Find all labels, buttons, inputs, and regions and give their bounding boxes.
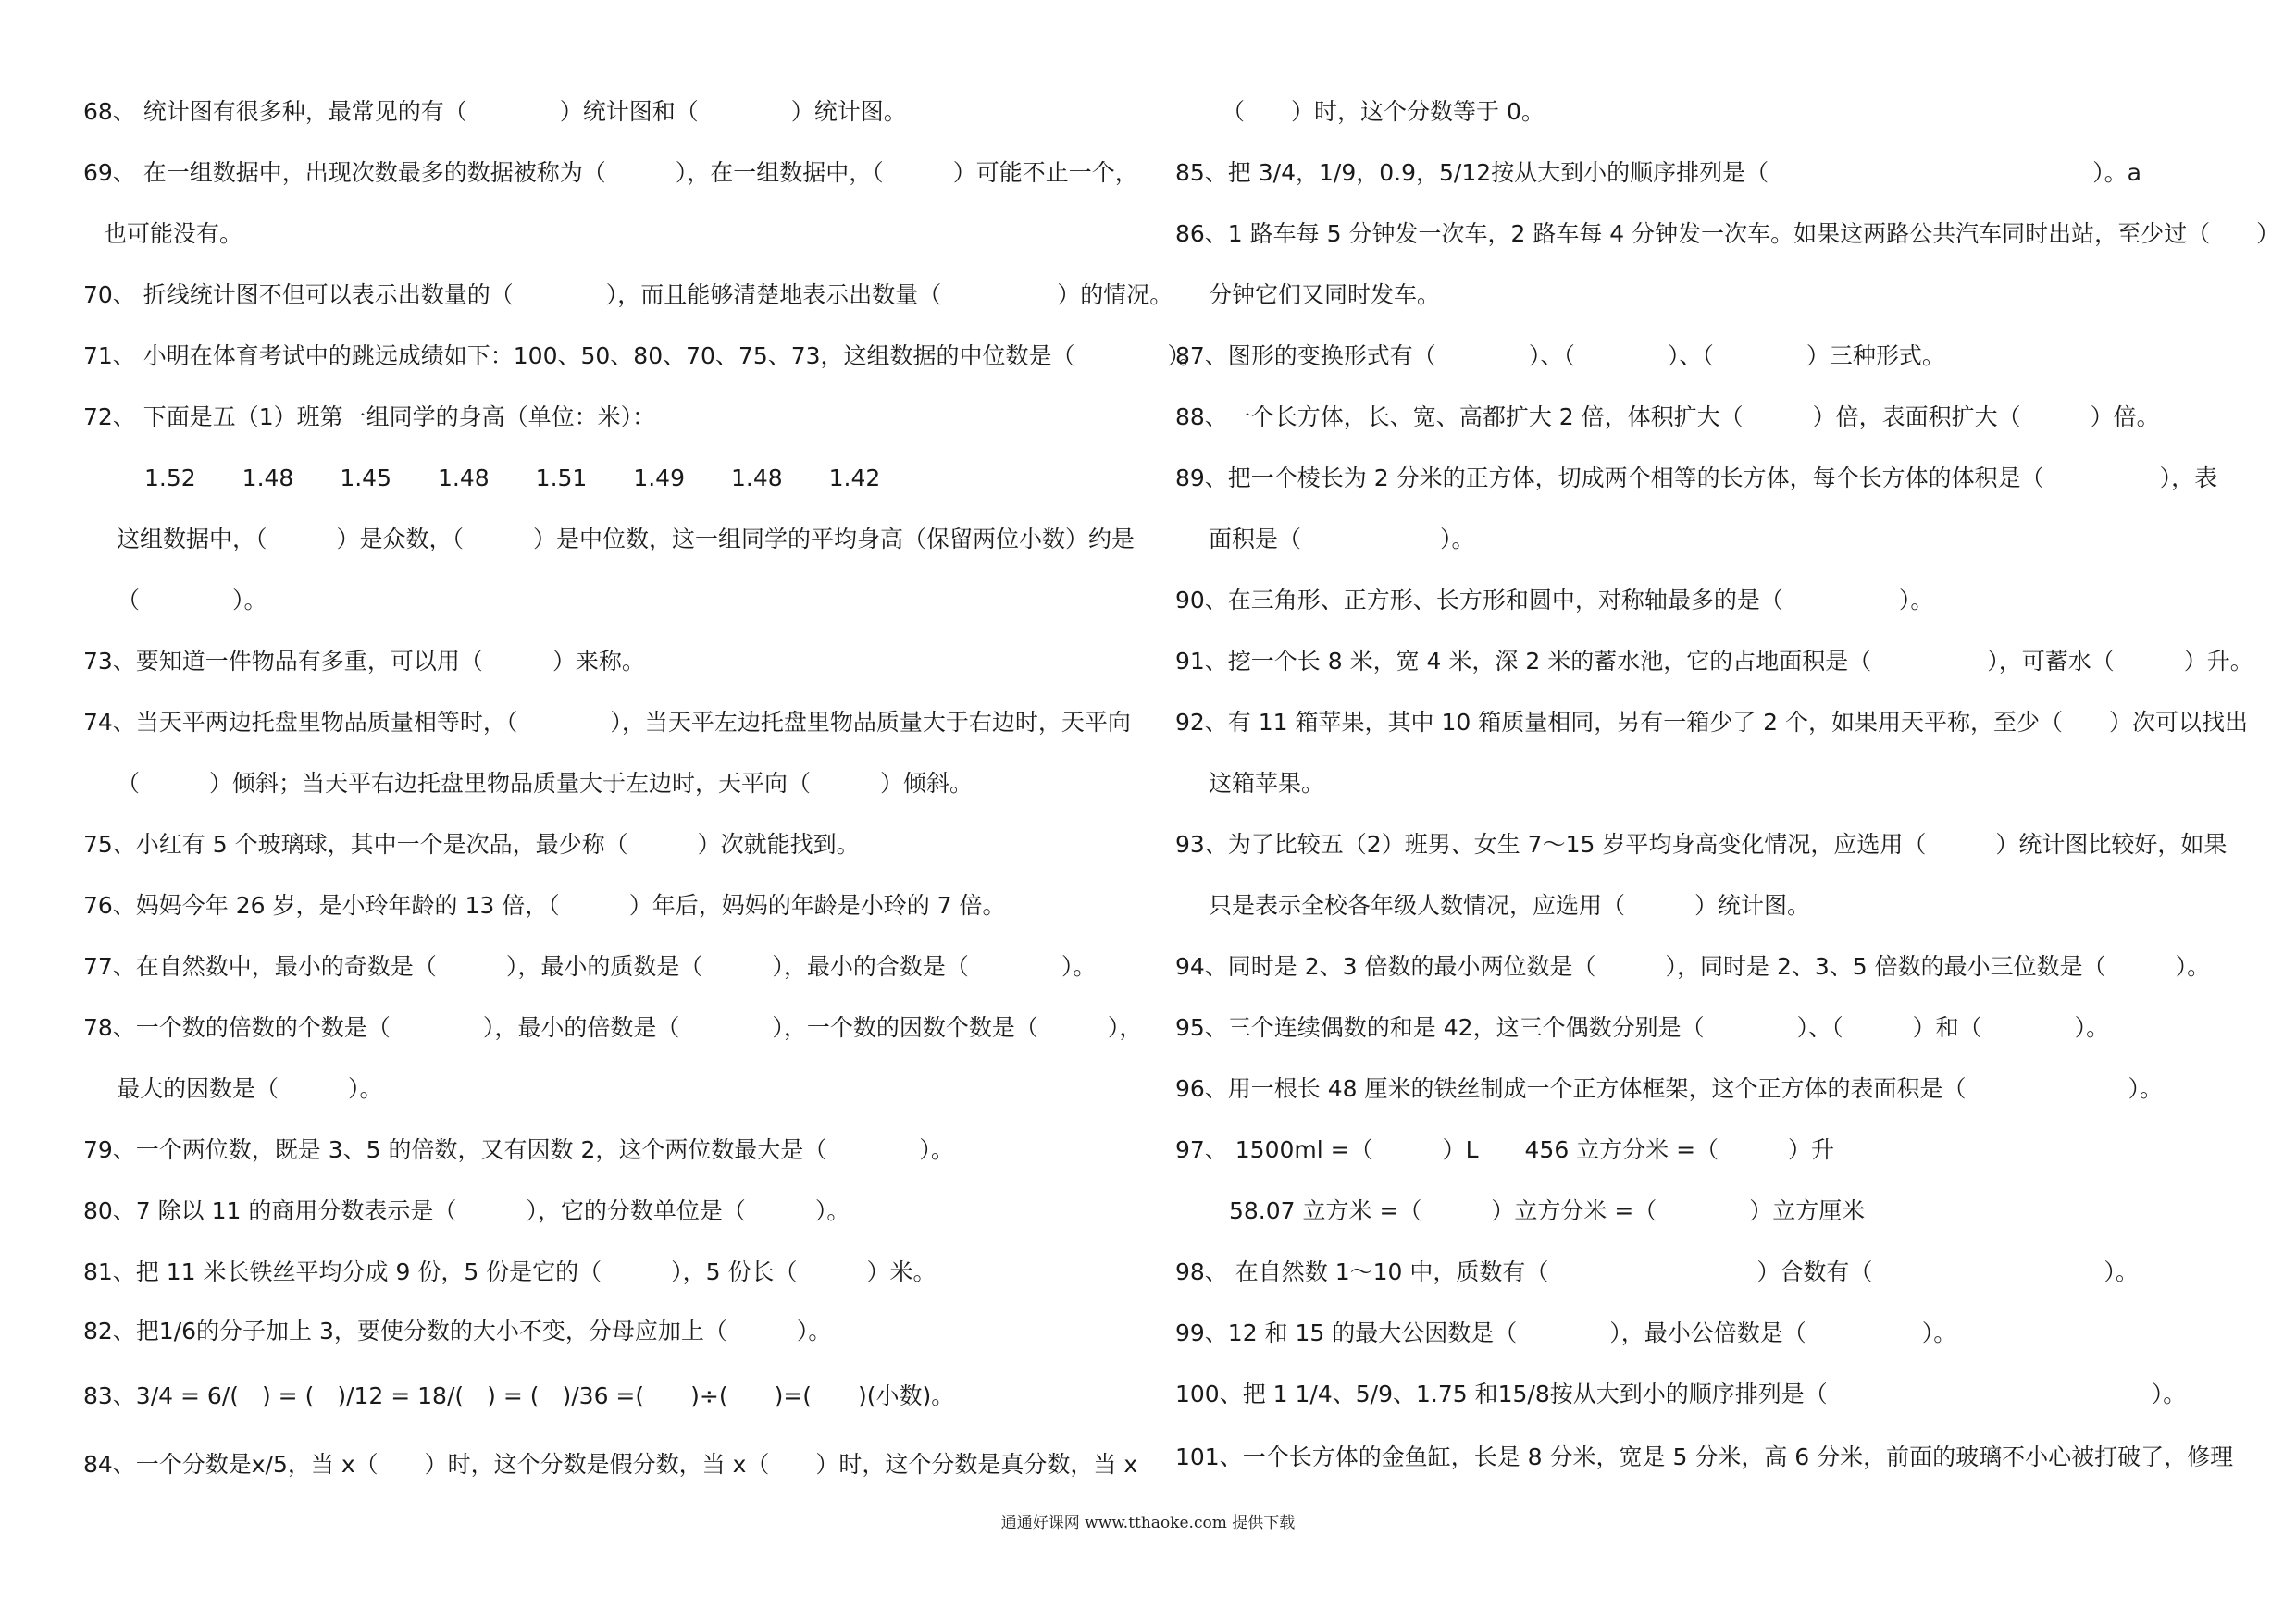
question-78: 78、一个数的倍数的个数是（ ），最小的倍数是（ ），一个数的因数个数是（ ）， xyxy=(83,1014,1143,1041)
question-83: 83、3/4 = 6/( ) = ( )/12 = 18/( ) = ( )/36 =( )÷( )=( )(小数)。 xyxy=(83,1382,955,1409)
question-89-cont: 面积是（ ）。 xyxy=(1209,526,1475,552)
question-72-data: 1.52 1.48 1.45 1.48 1.51 1.49 1.48 1.42 xyxy=(144,465,881,491)
question-84: 84、一个分数是x/5，当 x（ ）时，这个分数是假分数，当 x（ ）时，这个分数是真分数，当 x xyxy=(83,1451,1138,1478)
question-72-cont: 这组数据中，（ ）是众数，（ ）是中位数，这一组同学的平均身高（保留两位小数）约是 xyxy=(117,526,1136,552)
question-84-cont: （ ）时，这个分数等于 0。 xyxy=(1222,98,1545,125)
question-90: 90、在三角形、正方形、长方形和圆中，对称轴最多的是（ ）。 xyxy=(1175,587,1934,613)
question-74: 74、当天平两边托盘里物品质量相等时，（ ），当天平左边托盘里物品质量大于右边时，天平向 xyxy=(83,709,1131,736)
question-80: 80、7 除以 11 的商用分数表示是（ ），它的分数单位是（ ）。 xyxy=(83,1197,850,1224)
footer-credit: 通通好课网 www.tthaoke.com 提供下载 xyxy=(1000,1514,1296,1532)
question-99: 99、12 和 15 的最大公因数是（ ），最小公倍数是（ ）。 xyxy=(1175,1319,1957,1346)
question-69: 69、 在一组数据中，出现次数最多的数据被称为（ ），在一组数据中，（ ）可能不止一个， xyxy=(83,159,1138,186)
question-98: 98、 在自然数 1～10 中，质数有（ ）合数有（ ）。 xyxy=(1175,1258,2139,1285)
question-92: 92、有 11 箱苹果，其中 10 箱质量相同，另有一箱少了 2 个，如果用天平称，至少（ ）次可以找出 xyxy=(1175,709,2249,736)
question-82: 82、把1/6的分子加上 3，要使分数的大小不变，分母应加上（ ）。 xyxy=(83,1318,832,1344)
question-86: 86、1 路车每 5 分钟发一次车，2 路车每 4 分钟发一次车。如果这两路公共汽车同时出站，至少过（ ） xyxy=(1175,220,2280,247)
question-93: 93、为了比较五（2）班男、女生 7～15 岁平均身高变化情况，应选用（ ）统计图比较好，如果 xyxy=(1175,831,2228,858)
question-97: 97、 1500ml =（ ）L 456 立方分米 =（ ）升 xyxy=(1175,1136,1835,1163)
question-77: 77、在自然数中，最小的奇数是（ ），最小的质数是（ ），最小的合数是（ ）。 xyxy=(83,953,1097,980)
question-81: 81、把 11 米长铁丝平均分成 9 份，5 份是它的（ ），5 份长（ ）米。 xyxy=(83,1258,937,1285)
question-94: 94、同时是 2、3 倍数的最小两位数是（ ），同时是 2、3、5 倍数的最小三位数是（ ）。 xyxy=(1175,953,2211,980)
question-97-cont: 58.07 立方米 =（ ）立方分米 =（ ）立方厘米 xyxy=(1229,1197,1866,1224)
question-89: 89、把一个棱长为 2 分米的正方体，切成两个相等的长方体，每个长方体的体积是（ ），表 xyxy=(1175,465,2218,491)
question-72-cont2: （ ）。 xyxy=(117,587,267,613)
question-76: 76、妈妈今年 26 岁，是小玲年龄的 13 倍，（ ）年后，妈妈的年龄是小玲的 7 倍。 xyxy=(83,892,1006,919)
question-87: 87、图形的变换形式有（ ）、（ ）、（ ）三种形式。 xyxy=(1175,342,1945,369)
question-70: 70、 折线统计图不但可以表示出数量的（ ），而且能够清楚地表示出数量（ ）的情况。 xyxy=(83,281,1173,308)
question-79: 79、一个两位数，既是 3、5 的倍数，又有因数 2，这个两位数最大是（ ）。 xyxy=(83,1136,954,1163)
question-72: 72、 下面是五（1）班第一组同学的身高（单位：米）： xyxy=(83,403,656,430)
question-93-cont: 只是表示全校各年级人数情况，应选用（ ）统计图。 xyxy=(1209,892,1811,919)
question-100: 100、把 1 1/4、5/9、1.75 和15/8按从大到小的顺序排列是（ ）。 xyxy=(1175,1381,2187,1407)
question-101: 101、一个长方体的金鱼缸，长是 8 分米，宽是 5 分米，高 6 分米，前面的玻璃不小心被打破了，修理 xyxy=(1175,1443,2234,1470)
question-91: 91、挖一个长 8 米，宽 4 米，深 2 米的蓄水池，它的占地面积是（ ），可蓄水（ ）升。 xyxy=(1175,648,2253,675)
question-85: 85、把 3/4，1/9，0.9，5/12按从大到小的顺序排列是（ ）。a xyxy=(1175,159,2141,186)
question-86-cont: 分钟它们又同时发车。 xyxy=(1209,281,1441,308)
question-78-cont: 最大的因数是（ ）。 xyxy=(117,1075,383,1102)
question-71: 71、 小明在体育考试中的跳远成绩如下：100、50、80、70、75、73，这组数据的中位数是（ ）。 xyxy=(83,342,1203,369)
question-88: 88、一个长方体，长、宽、高都扩大 2 倍，体积扩大（ ）倍，表面积扩大（ ）倍。 xyxy=(1175,403,2160,430)
question-75: 75、小红有 5 个玻璃球，其中一个是次品，最少称（ ）次就能找到。 xyxy=(83,831,860,858)
question-92-cont: 这箱苹果。 xyxy=(1209,770,1325,797)
question-96: 96、用一根长 48 厘米的铁丝制成一个正方体框架，这个正方体的表面积是（ ）。 xyxy=(1175,1075,2164,1102)
question-95: 95、三个连续偶数的和是 42，这三个偶数分别是（ ）、（ ）和（ ）。 xyxy=(1175,1014,2110,1041)
question-68: 68、 统计图有很多种，最常见的有（ ）统计图和（ ）统计图。 xyxy=(83,98,907,125)
question-69-cont: 也可能没有。 xyxy=(104,220,243,247)
question-73: 73、要知道一件物品有多重，可以用（ ）来称。 xyxy=(83,648,645,675)
question-74-cont: （ ）倾斜；当天平右边托盘里物品质量大于左边时，天平向（ ）倾斜。 xyxy=(117,770,974,797)
